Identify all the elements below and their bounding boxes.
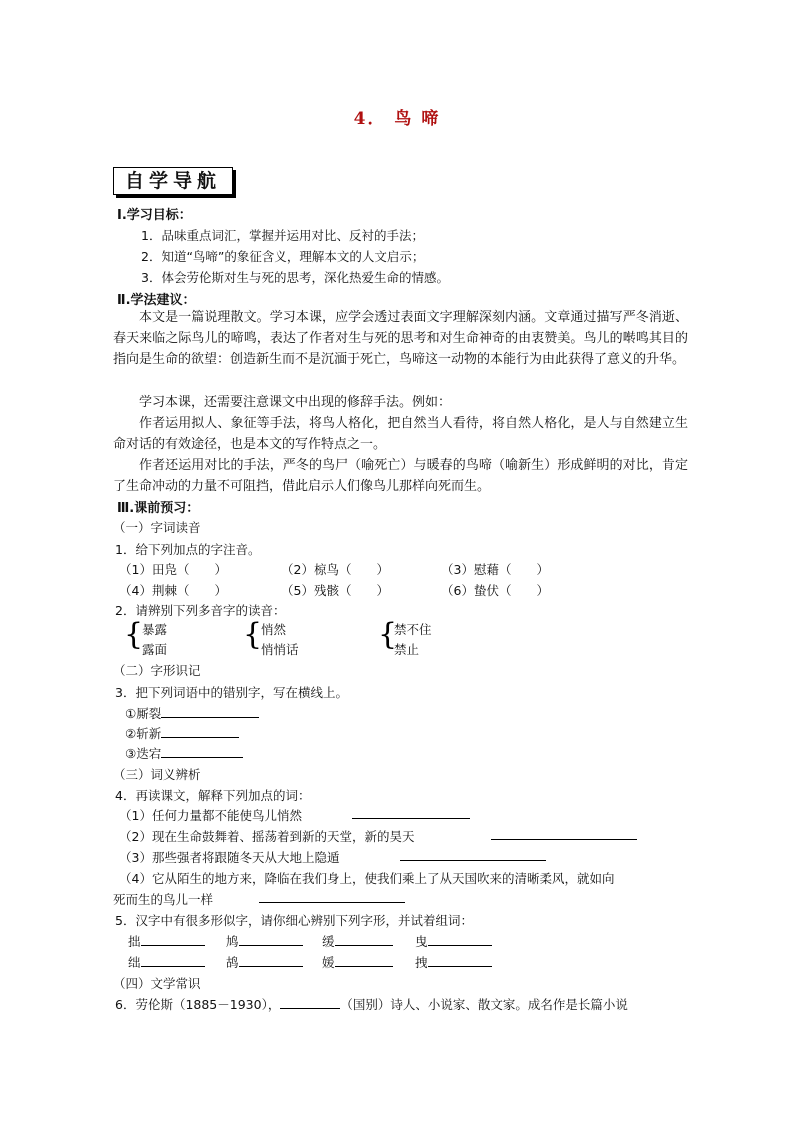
subsection-pronunciation: （一）字词读音 — [113, 520, 201, 535]
answer-blank[interactable] — [161, 704, 259, 718]
advice-paragraph-3: 作者运用拟人、象征等手法，将鸟人格化，把自然当人看待，将自然人格化，是人与自然建立生命对话的有效途径，也是本文的写作特点之一。 — [113, 416, 688, 452]
goals-heading: Ⅰ.学习目标： — [117, 208, 192, 223]
answer-blank[interactable] — [141, 932, 205, 946]
advice-paragraph-1: 本文是一篇说理散文。学习本课，应学会透过表面文字理解深刻内涵。文章通过描写严冬消逝、春天来临之际鸟儿的啼鸣，表达了作者对生与死的思考和对生命神奇的由衷赞美。鸟儿的啭鸣其目的指向是生命的欲望：创造新生而不是沉湎于死亡，鸟啼这一动物的本能行为由此获得了意义的升华。 — [113, 310, 688, 367]
q5-char: 曳 — [415, 934, 428, 949]
polyphone-word: 露面 — [142, 642, 168, 657]
q1-item: （5）残骸（ ） — [281, 583, 389, 598]
q4-item-continued: 死而生的鸟儿一样 — [113, 892, 214, 907]
subsection-word-meaning: （三）词义辨析 — [113, 767, 201, 782]
advice-paragraph-4: 作者还运用对比的手法，严冬的鸟尸（喻死亡）与暖春的鸟啼（喻新生）形成鲜明的对比，肯定了生命冲动的力量不可阻挡，借此启示人们像鸟儿那样向死而生。 — [113, 458, 688, 494]
q1-item: （4）荆棘（ ） — [119, 583, 227, 598]
polyphone-word: 悄然 — [261, 622, 287, 637]
q5-char: 拙 — [128, 934, 141, 949]
q4-item: （3）那些强者将跟随冬天从大地上隐遁 — [119, 850, 340, 865]
q5-item — [322, 932, 393, 950]
brace-icon: { — [124, 617, 144, 652]
q4-item: （1）任何力量都不能使鸟儿悄然 — [119, 808, 302, 823]
answer-blank[interactable] — [400, 847, 546, 861]
q5-char: 拽 — [415, 955, 428, 970]
answer-blank[interactable] — [259, 889, 405, 903]
polyphone-word: 暴露 — [142, 622, 168, 637]
question-4: 4．再读课文，解释下列加点的词： — [115, 788, 311, 803]
q5-item — [415, 932, 492, 950]
page-title: 4． 鸟 啼 — [353, 109, 441, 129]
q1-item: （6）蛰伏（ ） — [441, 583, 549, 598]
advice-paragraph-2: 学习本课，还需要注意课文中出现的修辞手法。例如： — [139, 395, 452, 410]
q1-item: （3）慰藉（ ） — [441, 562, 549, 577]
q5-item — [128, 953, 205, 971]
subsection-literary-knowledge: （四）文学常识 — [113, 976, 201, 991]
q5-item — [128, 932, 205, 950]
q1-item: （1）田凫（ ） — [119, 562, 227, 577]
q3-item — [125, 704, 259, 722]
q3-word: ②斩新 — [125, 726, 162, 741]
answer-blank[interactable] — [161, 744, 243, 758]
q5-char: 绌 — [128, 955, 141, 970]
q6-text-a: 6．劳伦斯（1885－1930）， — [115, 997, 281, 1012]
answer-blank[interactable] — [141, 953, 205, 967]
preview-heading: Ⅲ.课前预习： — [117, 501, 200, 516]
q5-item — [226, 932, 303, 950]
answer-blank[interactable] — [239, 953, 303, 967]
q3-item — [125, 744, 243, 762]
q6-text-b: （国别）诗人、小说家、散文家。成名作是长篇小说 — [340, 997, 628, 1012]
question-2: 2．请辨别下列多音字的读音： — [115, 603, 286, 618]
polyphone-word: 禁止 — [394, 642, 420, 657]
q3-word: ①厮裂 — [125, 706, 162, 721]
goal-item-2: 2．知道“鸟啼”的象征含义，理解本文的人文启示； — [141, 249, 425, 264]
answer-blank[interactable] — [335, 953, 393, 967]
advice-heading: Ⅱ.学法建议： — [117, 293, 196, 308]
answer-blank[interactable] — [239, 932, 303, 946]
polyphone-word: 悄悄话 — [261, 642, 299, 657]
answer-blank[interactable] — [352, 805, 470, 819]
question-6 — [115, 995, 628, 1013]
q5-char: 鸪 — [226, 955, 239, 970]
answer-blank[interactable] — [161, 724, 239, 738]
answer-blank[interactable] — [335, 932, 393, 946]
goal-item-3: 3．体会劳伦斯对生与死的思考，深化热爱生命的情感。 — [141, 270, 449, 285]
section-box-self-study: 自学导航 — [113, 167, 233, 195]
q5-char: 缓 — [322, 934, 335, 949]
q4-item: （4）它从陌生的地方来，降临在我们身上，使我们乘上了从天国吹来的清晰柔风，就如向 — [119, 871, 615, 886]
polyphone-word: 禁不住 — [394, 622, 432, 637]
q5-char: 鸠 — [226, 934, 239, 949]
q3-item — [125, 724, 239, 742]
q1-item: （2）椋鸟（ ） — [281, 562, 389, 577]
question-5: 5．汉字中有很多形似字，请你细心辨别下列字形，并试着组词： — [115, 913, 473, 928]
answer-blank[interactable] — [491, 826, 637, 840]
q5-item — [322, 953, 393, 971]
goal-item-1: 1．品味重点词汇，掌握并运用对比、反衬的手法； — [141, 228, 424, 243]
q3-word: ③迭宕 — [125, 746, 162, 761]
answer-blank[interactable] — [428, 953, 492, 967]
q4-item: （2）现在生命鼓舞着、摇荡着到新的天堂，新的昊天 — [119, 829, 415, 844]
question-3: 3．把下列词语中的错别字，写在横线上。 — [115, 685, 348, 700]
answer-blank[interactable] — [280, 995, 340, 1009]
question-1: 1．给下列加点的字注音。 — [115, 542, 261, 557]
answer-blank[interactable] — [428, 932, 492, 946]
brace-icon: { — [243, 617, 263, 652]
q5-item — [415, 953, 492, 971]
subsection-character-form: （二）字形识记 — [113, 663, 201, 678]
brace-icon: { — [378, 617, 398, 652]
q5-char: 媛 — [322, 955, 335, 970]
q5-item — [226, 953, 303, 971]
